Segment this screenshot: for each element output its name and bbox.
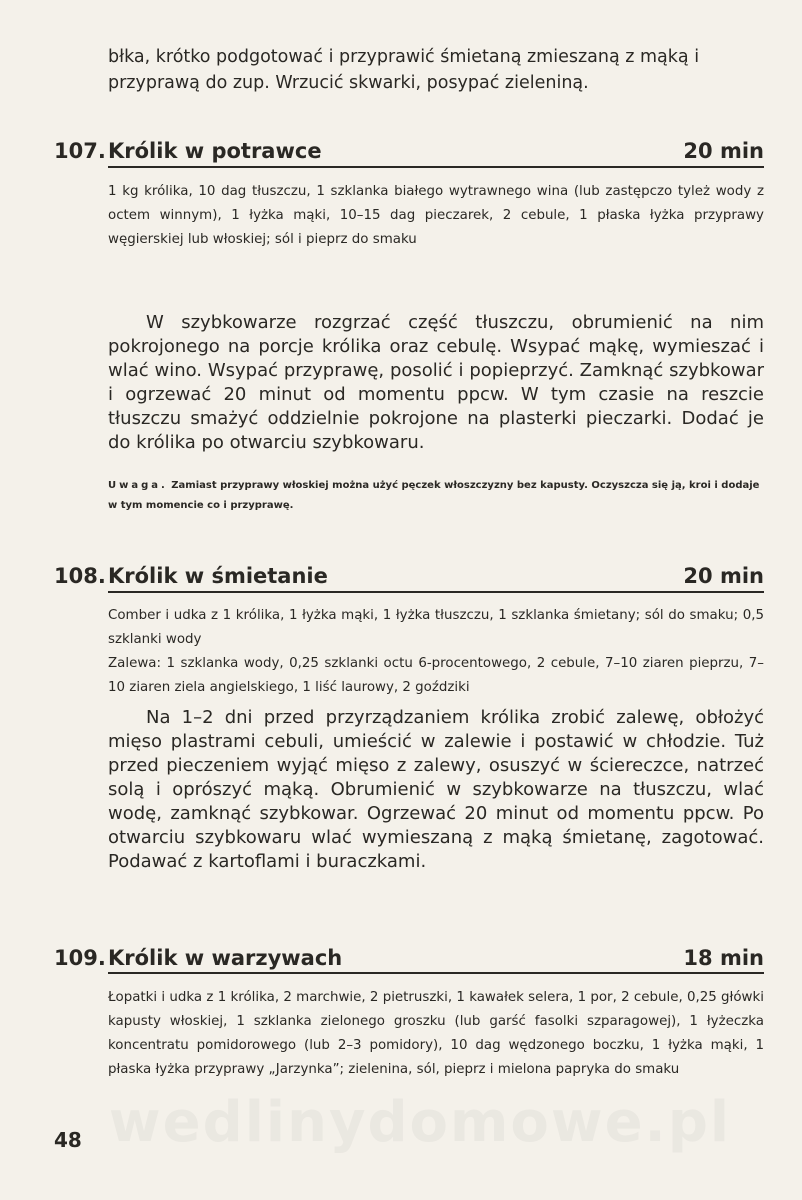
recipe-107-heading — [54, 137, 764, 163]
method-text: Na 1–2 dni przed przyrządzaniem królika zrobić zalewę, obłożyć mięso plastrami cebuli, umieścić w zalewie i postawić w chłodzie. Tuż przed pieczeniem wyjąć mięso z zalewy, osuszyć w ściereczce, natrzeć solą i oprószyć mąką. Obrumienić w szybkowarze na tłuszczu, wlać wodę, zamknąć szybkowar. Ogrzewać 20 minut od momentu ppcw. Po otwarciu szybkowaru wlać wymieszaną z mąką śmietanę, zagotować. Podawać z kartoflami i buraczkami. — [108, 707, 764, 872]
ingredients-text: Comber i udka z 1 królika, 1 łyżka mąki, 1 łyżka tłuszczu, 1 szklanka śmietany; sól do smaku; 0,5 szklanki wody — [108, 608, 764, 647]
watermark: wedlinydomowe.pl — [108, 1090, 732, 1155]
recipe-time: 20 min — [683, 139, 764, 163]
recipe-number: 109. — [54, 946, 106, 970]
recipe-107-note — [108, 476, 764, 516]
recipe-109-ingredients: Łopatki i udka z 1 królika, 2 marchwie, 2 pietruszki, 1 kawałek selera, 1 por, 2 cebule, 0,25 główki kapusty włoskiej, 1 szklanka zielonego groszku (lub garść fasolki szparagowej), 1 łyżeczka koncentratu pomidorowego (lub 2–3 pomidory), 10 dag wędzonego boczku, 1 łyżka mąki, 1 płaska łyżka przyprawy „Jarzynka”; zielenina, sól, pieprz i mielona papryka do smaku — [108, 990, 764, 1077]
recipe-number: 107. — [54, 139, 106, 163]
note-text: Zamiast przyprawy włoskiej można użyć pęczek włoszczyzny bez kapusty. Oczyszcza się ją, kroi i dodaje w tym momencie co i przyprawę. — [108, 480, 760, 511]
recipe-number: 108. — [54, 564, 106, 588]
note-label: Uwaga. — [108, 480, 168, 491]
recipe-108-method — [108, 706, 764, 874]
heading-rule — [108, 591, 764, 593]
marinade-text: Zalewa: 1 szklanka wody, 0,25 szklanki octu 6-procentowego, 2 cebule, 7–10 ziaren pieprzu, 7–10 ziaren ziela angielskiego, 1 liść laurowy, 2 goździki — [108, 656, 764, 695]
recipe-107-ingredients: 1 kg królika, 10 dag tłuszczu, 1 szklanka białego wytrawnego wina (lub zastępczo tyleż wody z octem winnym), 1 łyżka mąki, 10–15 dag pieczarek, 2 cebule, 1 płaska łyżka przyprawy węgierskiej lub włoskiej; sól i pieprz do smaku — [108, 184, 764, 247]
method-text: W szybkowarze rozgrzać część tłuszczu, obrumienić na nim pokrojonego na porcje królika oraz cebulę. Wsypać mąkę, wymieszać i wlać wino. Wsypać przyprawę, posolić i popieprzyć. Zamknąć szybkowar i ogrzewać 20 minut od momentu ppcw. W tym czasie na reszcie tłuszczu smażyć oddzielnie pokrojone na plasterki pieczarki. Dodać je do królika po otwarciu szybkowaru. — [108, 312, 764, 453]
recipe-time: 18 min — [683, 946, 764, 970]
recipe-title: Królik w warzywach — [108, 946, 343, 970]
heading-rule — [108, 972, 764, 974]
recipe-107-method — [108, 311, 764, 455]
recipe-title: Królik w potrawce — [108, 139, 322, 163]
recipe-time: 20 min — [683, 564, 764, 588]
page-number: 48 — [54, 1128, 82, 1152]
intro-paragraph: błka, krótko podgotować i przyprawić śmietaną zmieszaną z mąką i przyprawą do zup. Wrzucić skwarki, posypać zieleniną. — [108, 47, 700, 93]
recipe-109-heading — [54, 944, 764, 970]
recipe-title: Królik w śmietanie — [108, 564, 328, 588]
recipe-108-heading — [54, 562, 764, 588]
heading-rule — [108, 166, 764, 168]
recipe-108-ingredients — [108, 604, 764, 700]
